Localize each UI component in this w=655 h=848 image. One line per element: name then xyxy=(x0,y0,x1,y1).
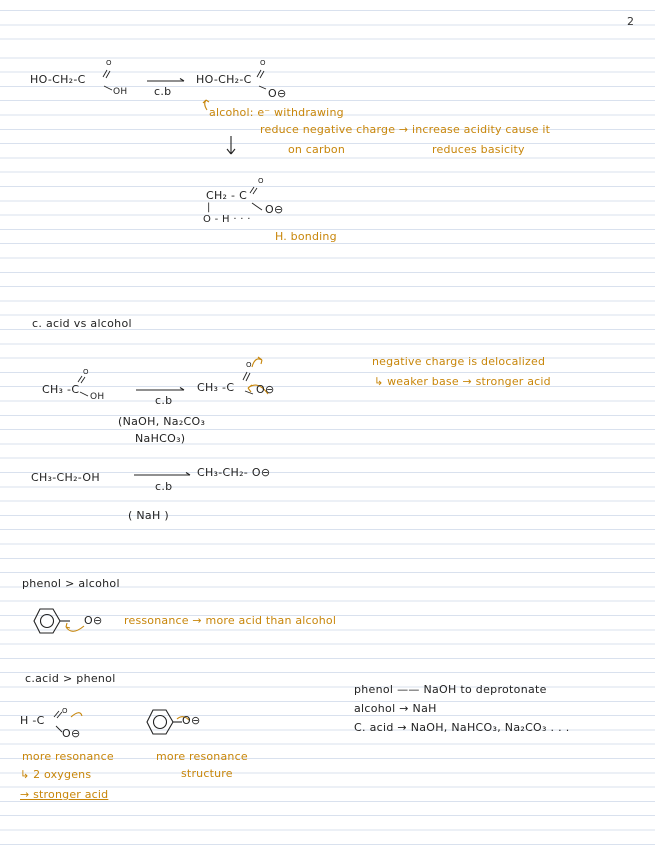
reactant-oh: OH xyxy=(113,87,128,97)
formate-carbonyl-o: O xyxy=(62,707,68,715)
formate-o-minus: O⊖ xyxy=(62,727,81,740)
note-on-carbon: on carbon xyxy=(288,143,345,156)
reactant-carbonyl-o: O xyxy=(106,59,112,67)
list-acid-bases: C. acid → NaOH, NaHCO₃, Na₂CO₃ . . . xyxy=(354,721,570,734)
single-bond-2 xyxy=(259,86,266,89)
note-negative-charge-delocalized: negative charge is delocalized xyxy=(372,355,546,368)
heading-acid-vs-alcohol: c. acid vs alcohol xyxy=(32,317,132,330)
single-bond-5 xyxy=(245,391,253,394)
note-stronger-acid: → stronger acid xyxy=(20,788,109,801)
product-o-minus: O⊖ xyxy=(268,87,287,100)
down-arrow xyxy=(227,136,235,154)
note-resonance-more-acid: ressonance → more acid than alcohol xyxy=(124,614,337,627)
double-bond-1 xyxy=(103,70,110,78)
benzene-ring-1-circle xyxy=(41,615,54,628)
phenoxide-o-minus-2: O⊖ xyxy=(182,714,201,727)
double-bond-6 xyxy=(54,711,62,718)
single-bond-4 xyxy=(80,392,88,396)
note-reduces-basicity: reduces basicity xyxy=(432,143,525,156)
r2-base-nah: ( NaH ) xyxy=(128,509,169,522)
heading-acid-vs-phenol: c.acid > phenol xyxy=(25,672,116,685)
note-alcohol-withdrawing: alcohol: e⁻ withdrawing xyxy=(209,106,344,119)
cyclic-o-h: O - H · · · xyxy=(203,214,251,225)
r2-ethanol: CH₃-CH₂-OH xyxy=(31,471,100,484)
list-alcohol-nah: alcohol → NaH xyxy=(354,702,437,715)
note-two-oxygens: ↳ 2 oxygens xyxy=(20,768,92,781)
r1-oh: OH xyxy=(90,392,105,402)
reaction-arrow-3 xyxy=(134,473,190,476)
bases-naoh-na2co3: (NaOH, Na₂CO₃ xyxy=(118,415,206,428)
single-bond-1 xyxy=(104,86,112,90)
single-bond-3 xyxy=(252,203,262,210)
r1-acetic-acid: CH₃ -C xyxy=(42,383,80,396)
reactant-glycolic-acid: HO-CH₂-C xyxy=(30,73,86,86)
note-weaker-base-stronger-acid: ↳ weaker base → stronger acid xyxy=(374,375,551,388)
curved-arrow-1 xyxy=(252,357,262,367)
curved-arrow-4 xyxy=(71,713,82,717)
cyclic-carbonyl-o: O xyxy=(258,177,264,185)
note-more-resonance-left: more resonance xyxy=(22,750,114,763)
arrow-label-cb-3: c.b xyxy=(155,480,173,493)
r1-carbonyl-o: O xyxy=(83,368,89,376)
r1-o-minus: O⊖ xyxy=(256,383,275,396)
r1-product-carbonyl-o: O xyxy=(246,361,252,369)
double-bond-4 xyxy=(78,376,85,383)
note-more-resonance-right: more resonance xyxy=(156,750,248,763)
phenoxide-o-minus-1: O⊖ xyxy=(84,614,103,627)
cyclic-o-minus: O⊖ xyxy=(265,203,284,216)
cyclic-vertical-bond: | xyxy=(207,202,211,213)
note-reduce-negative-charge: reduce negative charge → increase acidity cause it xyxy=(260,123,551,136)
benzene-ring-1 xyxy=(34,609,60,633)
double-bond-3 xyxy=(250,187,257,194)
arrow-label-cb-2: c.b xyxy=(155,394,173,407)
h-bonding-label: H. bonding xyxy=(275,230,337,243)
double-bond-5 xyxy=(243,372,250,381)
product-glycolate: HO-CH₂-C xyxy=(196,73,252,86)
double-bond-2 xyxy=(257,70,264,78)
page-number: 2 xyxy=(627,15,634,28)
benzene-ring-2 xyxy=(147,710,173,734)
reaction-arrow-2 xyxy=(136,388,184,391)
curved-arrow-3 xyxy=(66,623,84,631)
reaction-arrow-1 xyxy=(147,79,184,82)
formate-h-c: H -C xyxy=(20,714,45,727)
heading-phenol-vs-alcohol: phenol > alcohol xyxy=(22,577,120,590)
arrow-label-cb-1: c.b xyxy=(154,85,172,98)
product-carbonyl-o: O xyxy=(260,59,266,67)
benzene-ring-2-circle xyxy=(154,716,167,729)
list-phenol-naoh: phenol —— NaOH to deprotonate xyxy=(354,683,547,696)
r1-acetate: CH₃ -C xyxy=(197,381,235,394)
bases-nahco3: NaHCO₃) xyxy=(135,432,186,445)
cyclic-ch2-c: CH₂ - C xyxy=(206,189,248,202)
note-structure: structure xyxy=(181,767,233,780)
r2-ethoxide: CH₃-CH₂- O⊖ xyxy=(197,466,271,479)
